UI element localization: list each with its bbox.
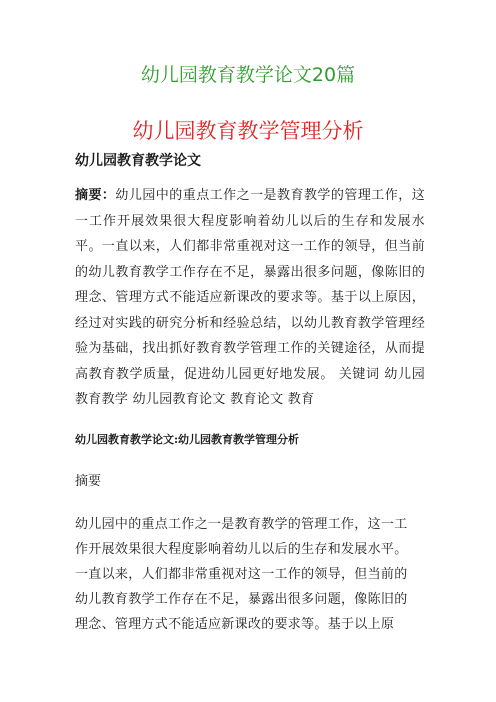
body-line: 理念、管理方式不能适应新课改的要求等。基于以上原 <box>75 617 395 632</box>
abstract-label: 摘要 <box>75 474 102 489</box>
section-heading: 幼儿园教育教学论文 <box>75 153 201 169</box>
body-text <box>75 512 425 637</box>
article-heading: 幼儿园教育教学论文:幼儿园教育教学管理分析 <box>75 433 300 446</box>
article-title: 幼儿园教育教学管理分析 <box>132 119 364 143</box>
body-line: 幼儿园中的重点工作之一是教育教学的管理工作，这一工 <box>75 517 408 532</box>
body-line: 一直以来，人们都非常重视对这一工作的领导，但当前的 <box>75 567 408 582</box>
document-title: 幼儿园教育教学论文20篇 <box>140 64 356 86</box>
body-line: 幼儿教育教学工作存在不足，暴露出很多问题，像陈旧的 <box>75 592 408 607</box>
abstract-lead: 摘要： <box>75 188 116 203</box>
body-line: 作开展效果很大程度影响着幼儿以后的生存和发展水平。 <box>75 542 408 557</box>
abstract-paragraph <box>75 183 425 413</box>
abstract-text: 幼儿园中的重点工作之一是教育教学的管理工作，这一工作开展效果很大程度影响着幼儿以后的生存和发展水平。一直以来，人们都非常重视对这一工作的领导，但当前的幼儿教育教学工作存在不足，暴露出很多问题，像陈旧的理念、管理方式不能适应新课改的要求等。基于以上原因，经过对实践的研究分析和经验总结，以幼儿教育教学管理经验为基础，找出抓好教育教学管理工作的关键途径，从而提高教育教学质量，促进幼儿园更好地发展。 关键词 幼儿园教育教学 幼儿园教育论文 教育论文 教育 <box>75 188 425 407</box>
